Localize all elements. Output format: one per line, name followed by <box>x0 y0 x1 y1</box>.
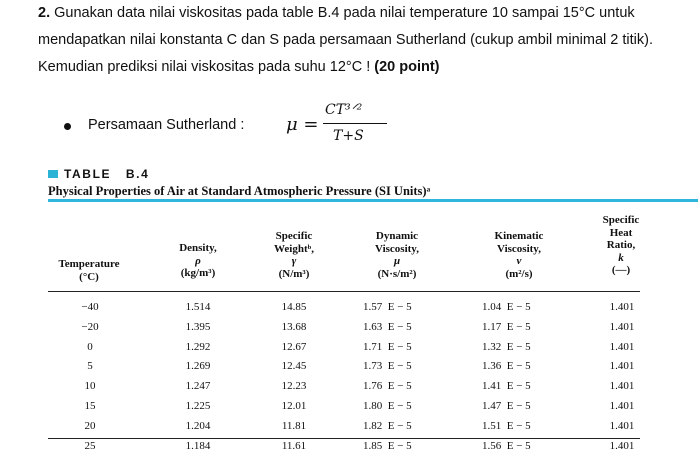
table-cell: 1.17 E − 5 <box>482 320 531 333</box>
question-number: 2. <box>38 5 51 21</box>
table-heading <box>48 167 698 199</box>
table-cell: 12.67 <box>281 340 307 353</box>
table-cell: 1.401 <box>609 301 635 313</box>
table-cell: 1.401 <box>609 320 635 333</box>
table-cell: 1.76 E − 5 <box>363 380 412 393</box>
table-cell: 1.401 <box>609 380 635 393</box>
table-cell: −40 <box>81 301 99 313</box>
table-cell: 1.269 <box>185 360 211 373</box>
column-kinematic-viscosity <box>482 298 562 456</box>
table-cell: 1.32 E − 5 <box>482 340 531 353</box>
formula-denominator: T+S <box>333 128 364 144</box>
table-cell: 0 <box>87 340 93 353</box>
bullet-dot-icon <box>64 123 71 130</box>
table-cell: 1.204 <box>185 419 211 432</box>
table-cell: 10 <box>84 380 96 393</box>
table-cell: 1.401 <box>609 439 635 452</box>
table-bottom-rule <box>48 438 640 439</box>
question-line-1: 2. Gunakan data nilai viskositas pada table B.4 pada nilai temperature 10 sampai 15°C untuk <box>38 5 635 21</box>
column-specific-heat-ratio <box>594 298 650 456</box>
table-cell: 1.80 E − 5 <box>363 399 412 412</box>
table-title-rule <box>48 199 698 202</box>
formula-lhs: μ = <box>286 114 319 135</box>
header-specific-heat-ratio: Specific Heat Ratio, k (—) <box>602 214 640 276</box>
formula-bullet <box>64 96 464 152</box>
table-cell: 1.71 E − 5 <box>363 340 412 353</box>
table-cell: 1.57 E − 5 <box>363 301 412 313</box>
question-points: (20 point) <box>374 59 440 75</box>
question-text <box>38 0 678 81</box>
table-cell: 1.04 E − 5 <box>482 301 531 313</box>
table-cell: 1.292 <box>185 340 211 353</box>
table-cell: 12.01 <box>281 399 307 412</box>
table-cell: 14.85 <box>281 301 307 313</box>
table-cell: 12.45 <box>281 360 307 373</box>
table-cell: 1.514 <box>185 301 211 313</box>
table-cell: 25 <box>84 439 96 452</box>
table-cell: 1.36 E − 5 <box>482 360 531 373</box>
formula-fraction <box>315 96 401 152</box>
table-label: TABLE B.4 <box>48 167 698 181</box>
question-line-2: mendapatkan nilai konstanta C dan S pada persamaan Sutherland (cukup ambil minimal 2 titik). <box>38 32 653 48</box>
table-cell: 1.63 E − 5 <box>363 320 412 333</box>
header-divider <box>48 291 640 292</box>
column-dynamic-viscosity <box>363 298 443 456</box>
header-dynamic-viscosity: Dynamic Viscosity, μ (N·s/m²) <box>375 230 419 280</box>
table-cell: 1.85 E − 5 <box>363 439 412 452</box>
table-title: Physical Properties of Air at Standard Atmospheric Pressure (SI Units)ᵃ <box>48 184 431 198</box>
table-cell: 1.401 <box>609 360 635 373</box>
table-cell: 11.81 <box>281 419 307 432</box>
table-cell: 1.41 E − 5 <box>482 380 531 393</box>
table-cell: 20 <box>84 419 96 432</box>
column-density <box>168 298 228 456</box>
table-cell: 11.61 <box>281 439 307 452</box>
table-cell: 1.401 <box>609 419 635 432</box>
table-cell: 5 <box>87 360 93 373</box>
header-density: Density, ρ (kg/m³) <box>179 242 217 279</box>
table-cell: 1.401 <box>609 399 635 412</box>
header-kinematic-viscosity: Kinematic Viscosity, ν (m²/s) <box>494 230 544 280</box>
column-specific-weight <box>264 298 324 456</box>
formula-numerator: CT³ᐟ² <box>325 102 363 118</box>
table-cell: 1.47 E − 5 <box>482 399 531 412</box>
table-label-square-icon <box>48 170 58 178</box>
table-cell: 1.395 <box>185 320 211 333</box>
header-specific-weight: Specific Weightᵇ, γ (N/m³) <box>274 230 314 280</box>
table-cell: 1.184 <box>185 439 211 452</box>
question-line-3: Kemudian prediksi nilai viskositas pada suhu 12°C ! (20 point) <box>38 59 440 75</box>
table-cell: 1.247 <box>185 380 211 393</box>
header-temperature: Temperature (°C) <box>58 258 120 283</box>
table-cell: 1.56 E − 5 <box>482 439 531 452</box>
formula-label: Persamaan Sutherland : <box>88 117 245 133</box>
table-cell: 1.82 E − 5 <box>363 419 412 432</box>
table-cell: 1.401 <box>609 340 635 353</box>
table-cell: 1.225 <box>185 399 211 412</box>
table-cell: −20 <box>81 320 99 333</box>
table-cell: 12.23 <box>281 380 307 393</box>
table-cell: 1.73 E − 5 <box>363 360 412 373</box>
fraction-bar <box>323 123 387 124</box>
table-cell: 1.51 E − 5 <box>482 419 531 432</box>
column-temperature <box>60 298 120 456</box>
table-cell: 15 <box>84 399 96 412</box>
table-cell: 13.68 <box>281 320 307 333</box>
